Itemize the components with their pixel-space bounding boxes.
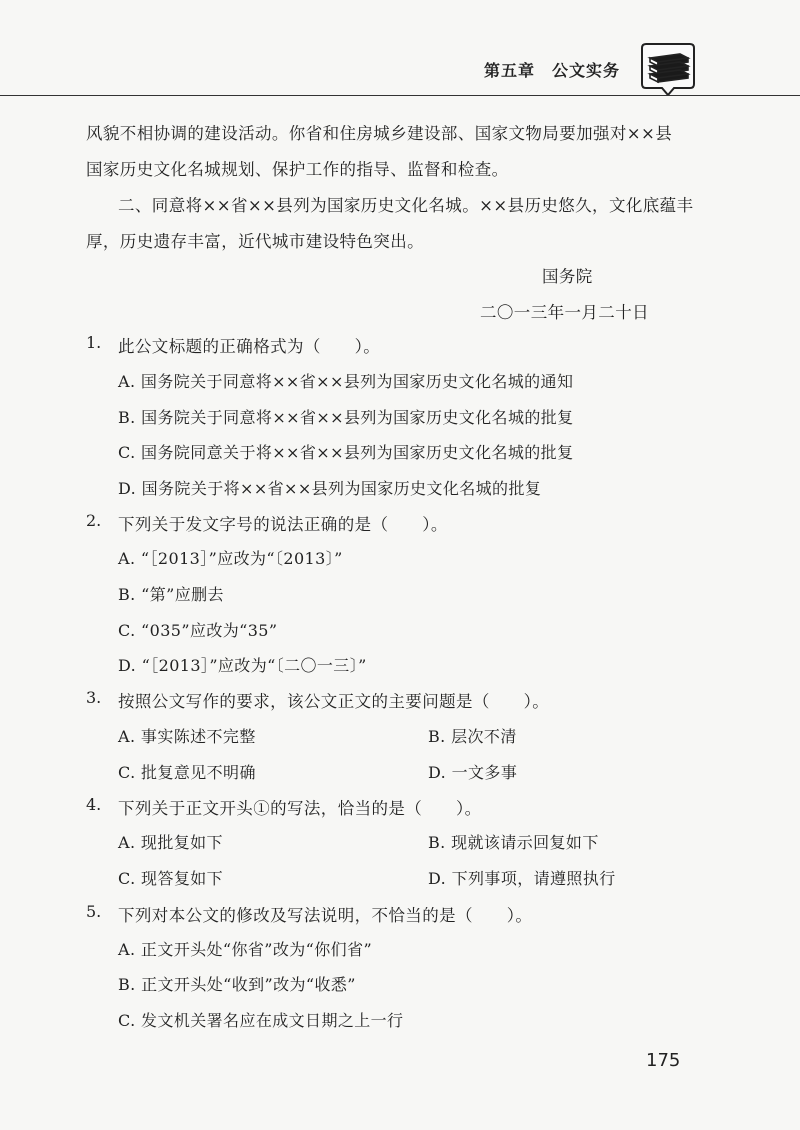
- question-option: D. 下列事项，请遵照执行: [428, 869, 616, 888]
- question-number: 2.: [86, 511, 102, 530]
- question-option: D. 一文多事: [428, 763, 518, 782]
- body-text-line: 国家历史文化名城规划、保护工作的指导、监督和检查。: [86, 160, 509, 179]
- question-text: 下列对本公文的修改及写法说明，不恰当的是（ ）。: [118, 906, 533, 925]
- stacked-books-icon: [640, 40, 696, 96]
- question-option: C. 国务院同意关于将××省××县列为国家历史文化名城的批复: [118, 443, 574, 462]
- question-option: C. 批复意见不明确: [118, 763, 256, 782]
- question-option: B. 正文开头处“收到”改为“收悉”: [118, 975, 356, 994]
- question-option: A. 现批复如下: [118, 833, 223, 852]
- question-option: D. “［2013］”应改为“〔二〇一三〕”: [118, 656, 367, 675]
- question-text: 按照公文写作的要求，该公文正文的主要问题是（ ）。: [118, 692, 550, 711]
- page-number: 175: [646, 1050, 681, 1071]
- header-divider: [0, 95, 800, 96]
- question-text: 下列关于发文字号的说法正确的是（ ）。: [118, 515, 448, 534]
- question-number: 1.: [86, 333, 102, 352]
- question-option: C. “035”应改为“35”: [118, 621, 278, 640]
- body-text-line: 风貌不相协调的建设活动。你省和住房城乡建设部、国家文物局要加强对××县: [86, 124, 673, 143]
- question-number: 3.: [86, 688, 102, 707]
- issue-date: 二〇一三年一月二十日: [480, 303, 649, 322]
- question-option: B. 国务院关于同意将××省××县列为国家历史文化名城的批复: [118, 408, 574, 427]
- question-number: 4.: [86, 795, 102, 814]
- question-option: B. 层次不清: [428, 727, 517, 746]
- question-option: C. 现答复如下: [118, 869, 224, 888]
- question-option: D. 国务院关于将××省××县列为国家历史文化名城的批复: [118, 479, 542, 498]
- chapter-title: 第五章 公文实务: [484, 61, 621, 80]
- issuer-signature: 国务院: [542, 267, 593, 286]
- question-option: B. 现就该请示回复如下: [428, 833, 599, 852]
- body-text-line: 二、同意将××省××县列为国家历史文化名城。××县历史悠久，文化底蕴丰: [118, 196, 694, 215]
- question-number: 5.: [86, 902, 102, 921]
- question-text: 下列关于正文开头①的写法，恰当的是（ ）。: [118, 799, 482, 818]
- question-option: C. 发文机关署名应在成文日期之上一行: [118, 1011, 404, 1030]
- question-option: A. 正文开头处“你省”改为“你们省”: [118, 940, 373, 959]
- question-option: A. 事实陈述不完整: [118, 727, 256, 746]
- question-text: 此公文标题的正确格式为（ ）。: [118, 337, 381, 356]
- question-option: B. “第”应删去: [118, 585, 224, 604]
- question-option: A. 国务院关于同意将××省××县列为国家历史文化名城的通知: [118, 372, 574, 391]
- question-option: A. “［2013］”应改为“〔2013〕”: [118, 549, 343, 568]
- body-text-line: 厚，历史遗存丰富，近代城市建设特色突出。: [86, 232, 424, 251]
